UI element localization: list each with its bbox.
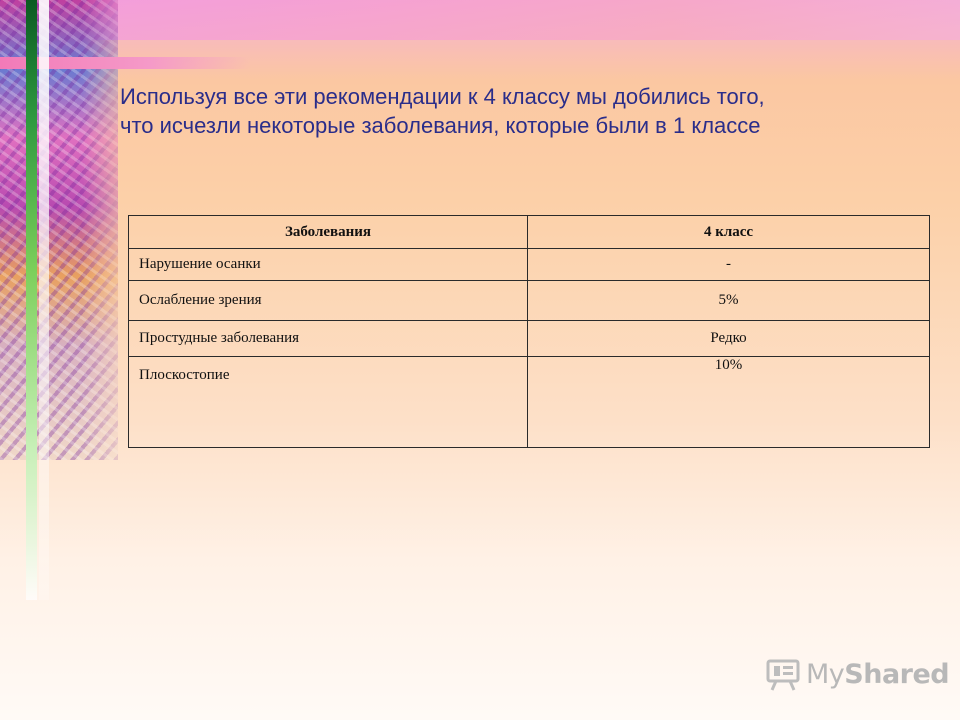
- table-row: [129, 249, 930, 281]
- cell-disease: Простудные заболевания: [129, 321, 528, 357]
- logo-text-shared: Shared: [844, 658, 950, 690]
- cell-grade4: 10%: [528, 357, 930, 448]
- myshared-logo[interactable]: [766, 656, 949, 692]
- cell-disease: Ослабление зрения: [129, 281, 528, 321]
- logo-text-my: My: [806, 658, 845, 690]
- vertical-stripe-green: [26, 0, 37, 600]
- title-line-1: Используя все эти рекомендации к 4 классу мы добились того,: [120, 84, 765, 109]
- presentation-board-icon: [766, 657, 802, 691]
- header-disease: Заболевания: [129, 216, 528, 249]
- slide-title: [120, 82, 940, 140]
- horizontal-stripe: [0, 57, 250, 69]
- disease-table: [128, 215, 930, 448]
- cell-grade4: Редко: [528, 321, 930, 357]
- table-row: [129, 357, 930, 448]
- title-line-2: что исчезли некоторые заболевания, которые были в 1 классе: [120, 113, 761, 138]
- decorative-pattern: [0, 0, 118, 460]
- cell-disease: Плоскостопие: [129, 357, 528, 448]
- cell-grade4: 5%: [528, 281, 930, 321]
- cell-grade4: -: [528, 249, 930, 281]
- top-band: [0, 0, 960, 40]
- logo-text: [806, 659, 949, 690]
- header-grade4: 4 класс: [528, 216, 930, 249]
- table-row: [129, 281, 930, 321]
- vertical-stripe-white: [39, 0, 49, 600]
- cell-disease: Нарушение осанки: [129, 249, 528, 281]
- table-header-row: [129, 216, 930, 249]
- table-row: [129, 321, 930, 357]
